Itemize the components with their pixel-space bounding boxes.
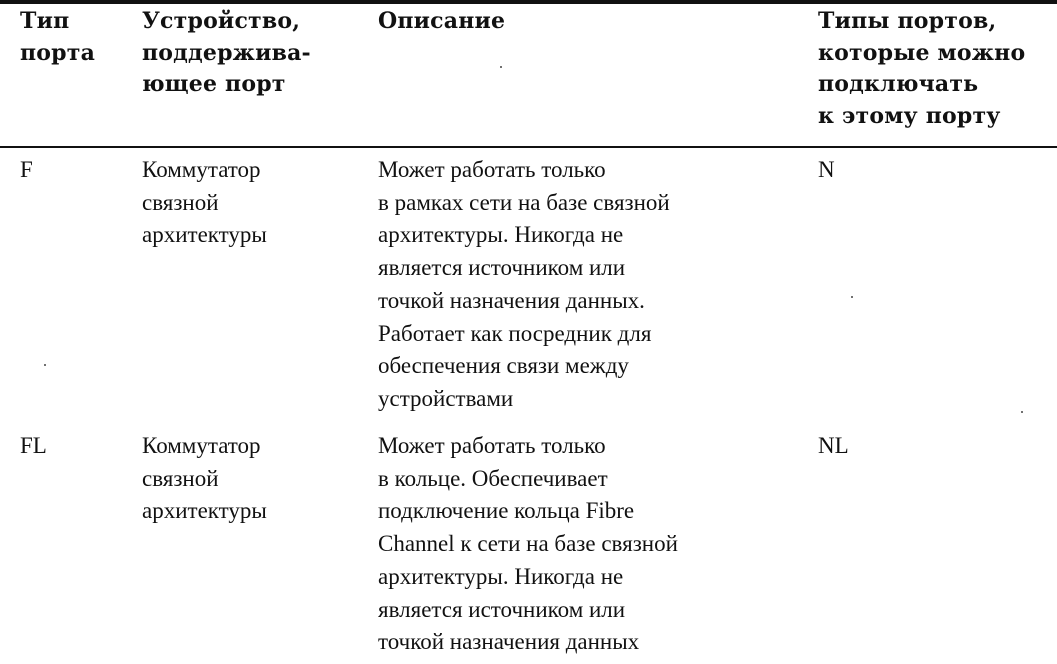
scan-speck [851, 296, 853, 298]
row-description: Может работать только в кольце. Обеспечивает подключение кольца Fibre Channel к сети на базе связной архитектуры. Никогда не является источником или точкой назначения данных [378, 433, 678, 655]
row-device: Коммутатор связной архитектуры [142, 157, 267, 248]
row-description: Может работать только в рамках сети на базе связной архитектуры. Никогда не является источником или точкой назначения данных. Работает как посредник для обеспечения связи между устройствами [378, 157, 670, 411]
row-port-type: FL [20, 433, 47, 458]
row-connectable-ports: NL [818, 433, 849, 458]
row-connectable-ports: N [818, 157, 835, 182]
header-connectable-ports: Типы портов, которые можно подключать к этому порту [818, 8, 1026, 129]
row-device: Коммутатор связной архитектуры [142, 433, 267, 524]
header-port-type: Тип порта [20, 8, 96, 66]
scan-speck [500, 66, 502, 68]
header-description: Описание [378, 8, 506, 34]
table-top-rule [0, 0, 1057, 4]
scan-speck [1021, 411, 1023, 413]
row-port-type: F [20, 157, 33, 182]
scan-speck [44, 364, 46, 366]
header-device: Устройство, поддержива- ющее порт [142, 8, 311, 97]
header-rule [0, 146, 1057, 148]
